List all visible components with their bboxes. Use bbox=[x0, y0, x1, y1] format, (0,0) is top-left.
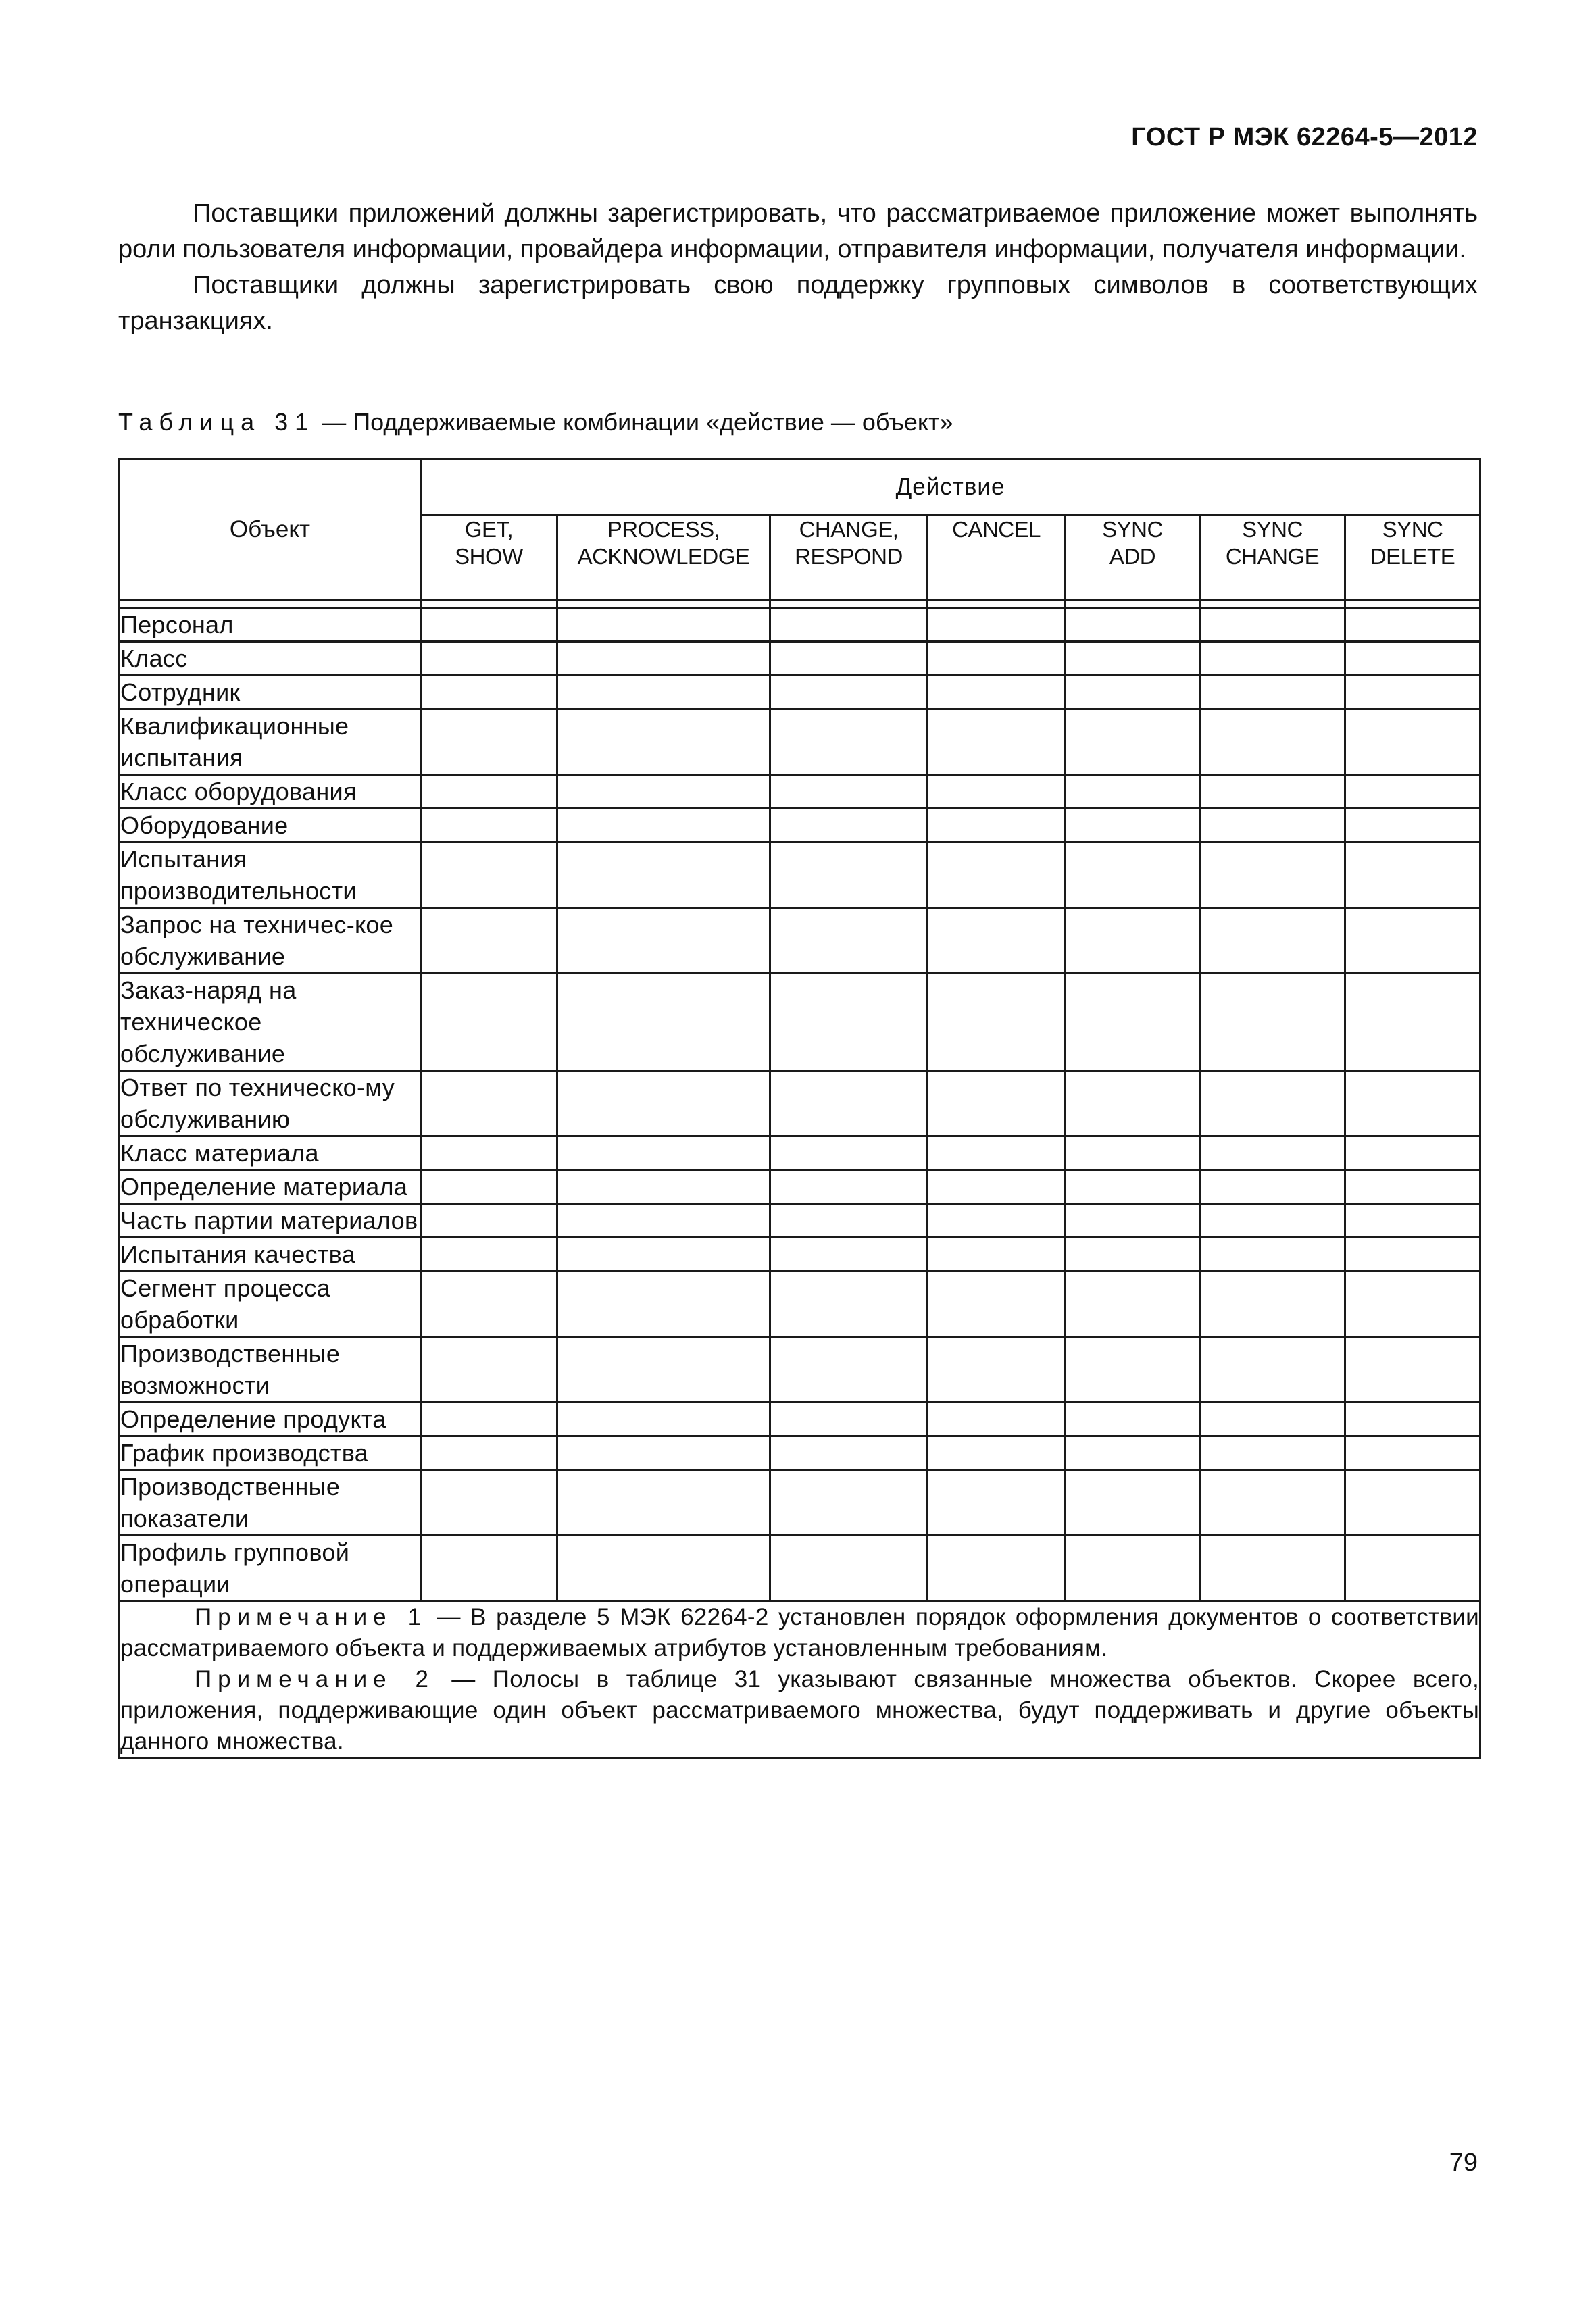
support-cell bbox=[421, 809, 557, 842]
support-cell bbox=[1200, 608, 1345, 642]
support-cell bbox=[770, 1470, 928, 1536]
support-cell bbox=[1066, 1403, 1200, 1436]
support-cell bbox=[1345, 1337, 1480, 1403]
support-cell bbox=[770, 1436, 928, 1470]
object-name-cell: Класс материала bbox=[120, 1136, 421, 1170]
table-row bbox=[120, 809, 1480, 842]
table-row bbox=[120, 1403, 1480, 1436]
action-header-line-1: SYNC bbox=[1102, 517, 1163, 542]
support-cell bbox=[1200, 1238, 1345, 1272]
object-name-cell: Класс bbox=[120, 642, 421, 676]
action-header-line-2: DELETE bbox=[1370, 544, 1455, 569]
support-cell bbox=[1066, 1272, 1200, 1337]
support-cell bbox=[1200, 1436, 1345, 1470]
action-header-line-2: CHANGE bbox=[1225, 544, 1320, 569]
support-cell bbox=[557, 1071, 770, 1136]
support-cell bbox=[770, 1136, 928, 1170]
support-cell bbox=[928, 842, 1066, 908]
notes-row bbox=[120, 1601, 1480, 1759]
spacer-cell bbox=[1200, 600, 1345, 608]
support-cell bbox=[1345, 1536, 1480, 1601]
support-cell bbox=[421, 709, 557, 775]
table-row bbox=[120, 1170, 1480, 1204]
table-row bbox=[120, 642, 1480, 676]
note-paragraph bbox=[120, 1664, 1479, 1757]
support-cell bbox=[770, 842, 928, 908]
table-row bbox=[120, 842, 1480, 908]
support-cell bbox=[770, 1071, 928, 1136]
support-cell bbox=[928, 1337, 1066, 1403]
support-cell bbox=[928, 1470, 1066, 1536]
support-cell bbox=[928, 1536, 1066, 1601]
object-name-cell: График производства bbox=[120, 1436, 421, 1470]
action-column-header bbox=[928, 515, 1066, 600]
support-cell bbox=[1066, 1071, 1200, 1136]
support-cell bbox=[770, 642, 928, 676]
support-cell bbox=[1066, 974, 1200, 1071]
support-cell bbox=[928, 974, 1066, 1071]
table-row bbox=[120, 1470, 1480, 1536]
support-cell bbox=[1345, 842, 1480, 908]
support-cell bbox=[928, 809, 1066, 842]
support-cell bbox=[557, 1470, 770, 1536]
spacer-cell bbox=[770, 600, 928, 608]
support-cell bbox=[1345, 676, 1480, 709]
table-row bbox=[120, 709, 1480, 775]
table-row bbox=[120, 1204, 1480, 1238]
support-cell bbox=[421, 908, 557, 974]
support-cell bbox=[1345, 1071, 1480, 1136]
table-row bbox=[120, 1337, 1480, 1403]
action-column-header bbox=[557, 515, 770, 600]
support-cell bbox=[421, 1170, 557, 1204]
support-cell bbox=[928, 1170, 1066, 1204]
support-cell bbox=[928, 1436, 1066, 1470]
support-cell bbox=[1066, 1470, 1200, 1536]
support-cell bbox=[1200, 1071, 1345, 1136]
support-cell bbox=[1345, 1436, 1480, 1470]
object-name-cell: Определение материала bbox=[120, 1170, 421, 1204]
support-cell bbox=[1345, 1272, 1480, 1337]
intro-text bbox=[118, 196, 1478, 339]
support-cell bbox=[1066, 908, 1200, 974]
support-cell bbox=[1345, 809, 1480, 842]
action-header-line-2: SHOW bbox=[455, 544, 523, 569]
support-cell bbox=[1345, 1238, 1480, 1272]
support-cell bbox=[557, 1436, 770, 1470]
spacer-cell bbox=[557, 600, 770, 608]
object-name-cell: Часть партии материалов bbox=[120, 1204, 421, 1238]
support-cell bbox=[557, 974, 770, 1071]
note-label: Примечание 2 bbox=[195, 1666, 434, 1692]
support-cell bbox=[557, 775, 770, 809]
support-cell bbox=[557, 1170, 770, 1204]
support-cell bbox=[770, 809, 928, 842]
object-name-cell: Квалификационные испытания bbox=[120, 709, 421, 775]
support-cell bbox=[1200, 1204, 1345, 1238]
table-caption bbox=[118, 408, 953, 436]
support-cell bbox=[1066, 809, 1200, 842]
support-cell bbox=[770, 908, 928, 974]
support-cell bbox=[1066, 1337, 1200, 1403]
support-cell bbox=[928, 908, 1066, 974]
support-cell bbox=[928, 775, 1066, 809]
intro-paragraph-2: Поставщики должны зарегистрировать свою поддержку групповых символов в соответствующих транзакциях. bbox=[118, 271, 1478, 335]
action-group-header: Действие bbox=[421, 459, 1480, 515]
support-cell bbox=[421, 1204, 557, 1238]
support-cell bbox=[1066, 842, 1200, 908]
support-cell bbox=[928, 1403, 1066, 1436]
note-text: — В разделе 5 МЭК 62264-2 установлен порядок оформления документов о соответствии рассматриваемого объекта и поддерживаемых атрибутов установленным требованиям. bbox=[120, 1604, 1480, 1661]
table-row bbox=[120, 1536, 1480, 1601]
table-notes bbox=[120, 1601, 1480, 1759]
table-row bbox=[120, 1136, 1480, 1170]
support-cell bbox=[1066, 676, 1200, 709]
action-header-line-2: ACKNOWLEDGE bbox=[577, 544, 750, 569]
note-text: — Полосы в таблице 31 указывают связанные множества объектов. Скорее всего, приложения, поддерживающие один объект рассматриваемого множества, будут поддерживать и другие объекты данного множества. bbox=[120, 1666, 1480, 1755]
action-header-line-1: CHANGE, bbox=[799, 517, 899, 542]
support-cell bbox=[770, 775, 928, 809]
support-cell bbox=[928, 1204, 1066, 1238]
support-cell bbox=[770, 1403, 928, 1436]
support-cell bbox=[1066, 1204, 1200, 1238]
action-column-header bbox=[1345, 515, 1480, 600]
action-column-header bbox=[1200, 515, 1345, 600]
support-cell bbox=[1345, 974, 1480, 1071]
object-name-cell: Испытания качества bbox=[120, 1238, 421, 1272]
page-number: 79 bbox=[1449, 2148, 1478, 2177]
support-cell bbox=[770, 1337, 928, 1403]
support-cell bbox=[1200, 1170, 1345, 1204]
support-cell bbox=[557, 908, 770, 974]
support-cell bbox=[1345, 1403, 1480, 1436]
support-cell bbox=[557, 642, 770, 676]
support-cell bbox=[928, 1071, 1066, 1136]
support-cell bbox=[421, 974, 557, 1071]
note-label: Примечание 1 bbox=[195, 1604, 428, 1630]
spacer-cell bbox=[1066, 600, 1200, 608]
action-header-line-1: PROCESS, bbox=[607, 517, 720, 542]
note-paragraph bbox=[120, 1602, 1479, 1664]
support-cell bbox=[928, 642, 1066, 676]
support-cell bbox=[1345, 709, 1480, 775]
support-cell bbox=[421, 1337, 557, 1403]
object-name-cell: Сотрудник bbox=[120, 676, 421, 709]
support-cell bbox=[770, 1536, 928, 1601]
object-name-cell: Определение продукта bbox=[120, 1403, 421, 1436]
support-cell bbox=[1200, 709, 1345, 775]
support-cell bbox=[557, 1136, 770, 1170]
table-row bbox=[120, 908, 1480, 974]
support-cell bbox=[928, 608, 1066, 642]
support-cell bbox=[770, 974, 928, 1071]
action-header-line-1: SYNC bbox=[1242, 517, 1303, 542]
support-cell bbox=[1200, 809, 1345, 842]
support-cell bbox=[1345, 775, 1480, 809]
support-cell bbox=[1200, 775, 1345, 809]
support-cell bbox=[421, 1403, 557, 1436]
support-cell bbox=[928, 1238, 1066, 1272]
support-cell bbox=[1066, 1170, 1200, 1204]
support-cell bbox=[1200, 908, 1345, 974]
support-cell bbox=[1066, 642, 1200, 676]
support-cell bbox=[421, 642, 557, 676]
action-header-line-1: GET, bbox=[464, 517, 514, 542]
support-cell bbox=[421, 1470, 557, 1536]
spacer-cell bbox=[120, 600, 421, 608]
action-column-header bbox=[421, 515, 557, 600]
object-name-cell: Ответ по техническо-му обслуживанию bbox=[120, 1071, 421, 1136]
support-cell bbox=[770, 608, 928, 642]
table-caption-label: Таблица 31 bbox=[118, 408, 316, 436]
support-cell bbox=[1200, 842, 1345, 908]
document-designation: ГОСТ Р МЭК 62264-5—2012 bbox=[1131, 123, 1478, 151]
object-name-cell: Производственные возможности bbox=[120, 1337, 421, 1403]
support-cell bbox=[557, 842, 770, 908]
action-object-table bbox=[118, 458, 1481, 1759]
support-cell bbox=[770, 1204, 928, 1238]
support-cell bbox=[1200, 1136, 1345, 1170]
support-cell bbox=[928, 709, 1066, 775]
table-caption-text: — Поддерживаемые комбинации «действие — объект» bbox=[315, 408, 953, 436]
support-cell bbox=[1066, 1238, 1200, 1272]
support-cell bbox=[557, 1536, 770, 1601]
support-cell bbox=[557, 1272, 770, 1337]
object-name-cell: Производственные показатели bbox=[120, 1470, 421, 1536]
object-name-cell: Оборудование bbox=[120, 809, 421, 842]
support-cell bbox=[1200, 974, 1345, 1071]
support-cell bbox=[421, 1272, 557, 1337]
support-cell bbox=[421, 1071, 557, 1136]
table-row bbox=[120, 1071, 1480, 1136]
support-cell bbox=[770, 709, 928, 775]
support-cell bbox=[421, 1536, 557, 1601]
support-cell bbox=[1200, 642, 1345, 676]
spacer-cell bbox=[421, 600, 557, 608]
support-cell bbox=[1066, 1536, 1200, 1601]
action-header-line-2: RESPOND bbox=[795, 544, 903, 569]
support-cell bbox=[1345, 1204, 1480, 1238]
support-cell bbox=[421, 775, 557, 809]
table-row bbox=[120, 676, 1480, 709]
table-row bbox=[120, 1436, 1480, 1470]
support-cell bbox=[928, 1136, 1066, 1170]
action-header-line-1: SYNC bbox=[1382, 517, 1443, 542]
support-cell bbox=[557, 1403, 770, 1436]
table-row bbox=[120, 1238, 1480, 1272]
support-cell bbox=[1200, 1536, 1345, 1601]
support-cell bbox=[557, 676, 770, 709]
support-cell bbox=[421, 1136, 557, 1170]
support-cell bbox=[421, 1436, 557, 1470]
support-cell bbox=[421, 1238, 557, 1272]
support-cell bbox=[1345, 1136, 1480, 1170]
object-name-cell: Запрос на техничес-кое обслуживание bbox=[120, 908, 421, 974]
header-spacer-row bbox=[120, 600, 1480, 608]
action-column-header bbox=[770, 515, 928, 600]
support-cell bbox=[421, 608, 557, 642]
table-row bbox=[120, 608, 1480, 642]
table-row bbox=[120, 1272, 1480, 1337]
support-cell bbox=[1345, 1170, 1480, 1204]
support-cell bbox=[1066, 1136, 1200, 1170]
object-column-header: Объект bbox=[120, 459, 421, 600]
support-cell bbox=[1200, 1470, 1345, 1536]
spacer-cell bbox=[1345, 600, 1480, 608]
intro-paragraph-1: Поставщики приложений должны зарегистрировать, что рассматриваемое приложение может выполнять роли пользователя информации, провайдера информации, отправителя информации, получателя информации. bbox=[118, 199, 1478, 263]
action-header-line-2: ADD bbox=[1109, 544, 1156, 569]
support-cell bbox=[928, 1272, 1066, 1337]
support-cell bbox=[770, 1272, 928, 1337]
object-name-cell: Испытания производительности bbox=[120, 842, 421, 908]
support-cell bbox=[1200, 1272, 1345, 1337]
support-cell bbox=[421, 842, 557, 908]
support-cell bbox=[421, 676, 557, 709]
support-cell bbox=[1066, 1436, 1200, 1470]
support-cell bbox=[1345, 642, 1480, 676]
support-cell bbox=[557, 709, 770, 775]
support-cell bbox=[770, 1170, 928, 1204]
support-cell bbox=[557, 608, 770, 642]
support-cell bbox=[1200, 1403, 1345, 1436]
table-row bbox=[120, 974, 1480, 1071]
support-cell bbox=[1200, 676, 1345, 709]
support-cell bbox=[1200, 1337, 1345, 1403]
support-cell bbox=[1066, 709, 1200, 775]
action-column-header bbox=[1066, 515, 1200, 600]
support-cell bbox=[928, 676, 1066, 709]
support-cell bbox=[1345, 608, 1480, 642]
support-cell bbox=[1066, 775, 1200, 809]
support-cell bbox=[1345, 1470, 1480, 1536]
table-row bbox=[120, 775, 1480, 809]
support-cell bbox=[1345, 908, 1480, 974]
object-name-cell: Персонал bbox=[120, 608, 421, 642]
object-name-cell: Профиль групповой операции bbox=[120, 1536, 421, 1601]
action-header-line-1: CANCEL bbox=[952, 517, 1041, 542]
support-cell bbox=[1066, 608, 1200, 642]
object-name-cell: Класс оборудования bbox=[120, 775, 421, 809]
support-cell bbox=[557, 809, 770, 842]
support-cell bbox=[557, 1337, 770, 1403]
support-cell bbox=[557, 1238, 770, 1272]
object-name-cell: Сегмент процесса обработки bbox=[120, 1272, 421, 1337]
support-cell bbox=[770, 1238, 928, 1272]
spacer-cell bbox=[928, 600, 1066, 608]
support-cell bbox=[770, 676, 928, 709]
object-name-cell: Заказ-наряд на техническое обслуживание bbox=[120, 974, 421, 1071]
support-cell bbox=[557, 1204, 770, 1238]
